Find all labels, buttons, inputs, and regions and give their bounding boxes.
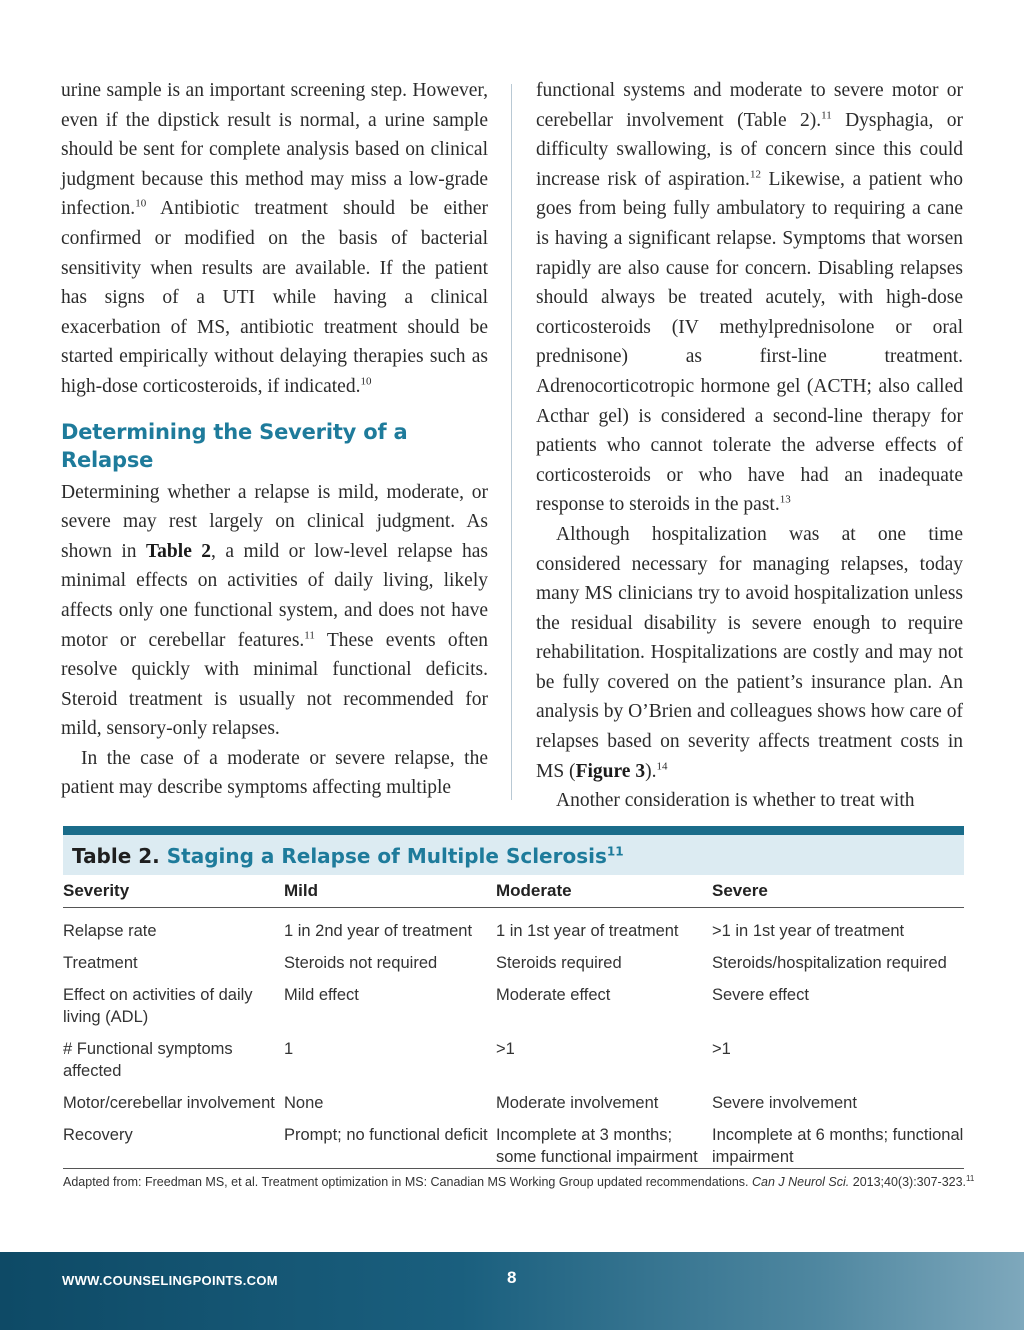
text-span: functional systems and moderate to severe motor or cerebellar involvement (Table 2). <box>536 80 963 131</box>
right-column <box>536 76 963 816</box>
table-cell: Incomplete at 3 months; some functional impairment <box>496 1126 698 1166</box>
column-header: Severity <box>63 875 284 908</box>
table-bottom-rule <box>63 1168 964 1169</box>
figure-reference: Figure 3 <box>575 760 646 782</box>
table-cell: >1 <box>712 1040 731 1058</box>
staging-table <box>63 875 964 1168</box>
table-row <box>63 1092 964 1124</box>
text-span: ). <box>645 760 657 782</box>
right-paragraph-3: Another consideration is whether to treat with <box>556 790 915 812</box>
table-cell: >1 in 1st year of treatment <box>712 922 905 940</box>
footer-url[interactable]: WWW.COUNSELINGPOINTS.COM <box>62 1273 278 1288</box>
text-span: These events often resolve quickly with minimal functional deficits. Steroid treatment is usually not recommended for mild, sensory-only relapses. <box>61 629 488 740</box>
table-2 <box>63 826 975 1190</box>
left-column <box>61 76 488 803</box>
reference-superscript: 13 <box>779 493 791 506</box>
page-footer <box>0 1252 1024 1330</box>
table-cell: Motor/cerebellar involvement <box>63 1094 275 1112</box>
text-span: Likewise, a patient who goes from being fully ambulatory to requiring a cane is having a significant relapse. Symptoms that worsen rapidly are also cause for concern. Disabling relapses should always be treated acutely, with high-dose corticosteroids (IV methylprednisolone or oral prednisone) as first-line treatment. Adrenocorticotropic hormone gel (ACTH; also called Acthar gel) is considered a second-line therapy for patients who cannot tolerate the adverse effects of corticosteroids or who have had an inadequate response to steroids in the past. <box>536 168 963 516</box>
table-cell: None <box>284 1094 324 1112</box>
table-cell: Effect on activities of daily living (ADL) <box>63 986 253 1026</box>
left-paragraph-2 <box>61 478 488 744</box>
table-source-note <box>63 1173 975 1190</box>
table-cell: Treatment <box>63 954 138 972</box>
table-cell: Mild effect <box>284 986 359 1004</box>
table-top-bar <box>63 826 964 835</box>
text-span: Adapted from: Freedman MS, et al. Treatment optimization in MS: Canadian MS Working Group updated recommendations. <box>63 1175 752 1189</box>
reference-superscript: 10 <box>135 197 147 210</box>
table-row <box>63 1038 964 1092</box>
right-paragraph-1 <box>536 76 963 520</box>
reference-superscript: 11 <box>304 629 315 641</box>
text-span: Antibiotic treatment should be either confirmed or modified on the basis of bacterial sensitivity when results are available. If the patient has signs of a UTI while having a clinical exacerbation of MS, antibiotic treatment should be started empirically without delaying therapies such as high-dose corticosteroids, if indicated. <box>61 198 488 397</box>
table-cell: Prompt; no functional deficit <box>284 1126 488 1144</box>
table-cell: Steroids/hospitalization required <box>712 954 947 972</box>
table-cell: Moderate effect <box>496 986 611 1004</box>
reference-superscript: 11 <box>966 1173 975 1183</box>
table-cell: >1 <box>496 1040 515 1058</box>
reference-superscript: 11 <box>606 844 624 859</box>
table-header-row <box>63 875 964 908</box>
text-span: Dysphagia, or difficulty swallowing, is of concern since this could increase risk of aspiration. <box>536 109 963 190</box>
text-span: Determining whether a relapse is mild, moderate, or severe may rest largely on clinical judgment. As shown in <box>61 481 488 562</box>
table-row <box>63 952 964 984</box>
table-cell: Recovery <box>63 1126 133 1144</box>
table-cell: 1 <box>284 1040 294 1058</box>
left-paragraph-3: In the case of a moderate or severe relapse, the patient may describe symptoms affecting multiple <box>61 747 488 799</box>
table-cell: Steroids not required <box>284 954 438 972</box>
text-span: urine sample is an important screening step. However, even if the dipstick result is normal, a urine sample should be sent for complete analysis based on clinical judgment because this method may miss a low-grade infection. <box>61 80 488 220</box>
reference-superscript: 10 <box>360 375 372 388</box>
column-divider <box>511 84 512 800</box>
table-cell: # Functional symptoms affected <box>63 1040 233 1080</box>
table-cell: Relapse rate <box>63 922 157 940</box>
journal-name: Can J Neurol Sci. <box>752 1175 850 1189</box>
table-title <box>63 835 964 875</box>
table-cell: Incomplete at 6 months; functional impairment <box>712 1126 964 1166</box>
left-paragraph-1 <box>61 76 488 402</box>
table-row <box>63 984 964 1038</box>
text-span: , a mild or low-level relapse has minimal effects on activities of daily living, likely affects only one functional system, and does not have motor or cerebellar features. <box>61 540 489 651</box>
reference-superscript: 14 <box>656 760 668 773</box>
table-cell: Severe involvement <box>712 1094 857 1112</box>
column-header: Mild <box>284 875 496 908</box>
reference-superscript: 12 <box>749 168 761 181</box>
table-row <box>63 908 964 953</box>
page-number: 8 <box>507 1268 517 1287</box>
column-header: Severe <box>712 875 964 908</box>
column-header: Moderate <box>496 875 712 908</box>
section-heading: Determining the Severity of a Relapse <box>61 419 408 472</box>
table-cell: Moderate involvement <box>496 1094 659 1112</box>
table-cell: Severe effect <box>712 986 809 1004</box>
right-paragraph-2 <box>536 520 963 786</box>
text-span: Although hospitalization was at one time considered necessary for managing relapses, today many MS clinicians try to avoid hospitalization unless the residual disability is severe enough to require rehabilitation. Hospitalizations are costly and may not be fully covered on the patient’s insurance plan. An analysis by O’Brien and colleagues shows how care of relapses based on severity affects treatment costs in MS ( <box>536 523 963 782</box>
table-reference: Table 2 <box>145 540 212 562</box>
table-row <box>63 1124 964 1168</box>
text-span: 2013;40(3):307-323. <box>849 1175 967 1189</box>
reference-superscript: 11 <box>821 109 832 122</box>
table-title-text: Staging a Relapse of Multiple Sclerosis <box>166 844 607 868</box>
table-label: Table 2. <box>72 844 160 868</box>
table-cell: 1 in 2nd year of treatment <box>284 922 473 940</box>
table-cell: Steroids required <box>496 954 622 972</box>
table-cell: 1 in 1st year of treatment <box>496 922 679 940</box>
